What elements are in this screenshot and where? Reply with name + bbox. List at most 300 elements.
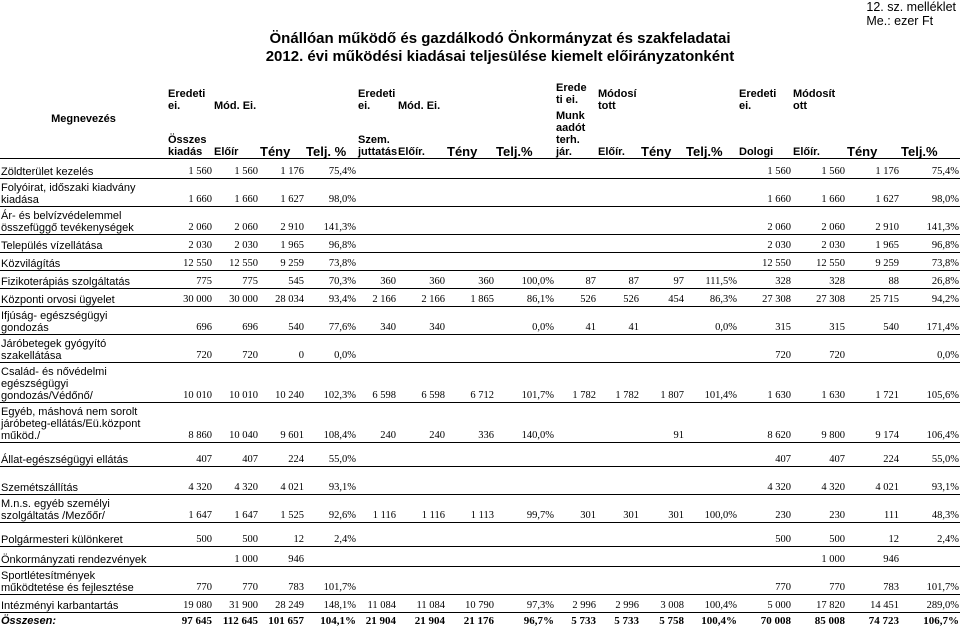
row-name-line: járóbeteg-ellátás/Eü.központ — [1, 417, 141, 430]
table-cell: 328 — [738, 270, 792, 288]
row-name — [0, 566, 167, 594]
table-cell: 360 — [397, 270, 446, 288]
table-row — [0, 594, 960, 612]
table-cell: 101,4% — [685, 362, 738, 402]
table-cell — [597, 402, 640, 442]
table-cell: 94,2% — [900, 288, 960, 306]
table-cell: 27 308 — [792, 288, 846, 306]
table-cell — [446, 178, 495, 206]
table-cell: 55,0% — [305, 442, 357, 466]
row-name-line: Polgármesteri különkeret — [1, 533, 123, 546]
table-header — [0, 80, 960, 158]
table-cell: 2 910 — [846, 206, 900, 234]
table-cell: 12 550 — [167, 252, 213, 270]
table-cell — [495, 234, 555, 252]
table-cell — [446, 252, 495, 270]
table-cell: 0 — [259, 334, 305, 362]
table-cell: 775 — [167, 270, 213, 288]
header-munkaadot: Erede ti ei. Munk aadót terh. jár. — [556, 81, 587, 158]
table-cell: 28 034 — [259, 288, 305, 306]
row-name — [0, 288, 167, 306]
total-cell: 70 008 — [738, 612, 792, 627]
table-cell — [397, 546, 446, 566]
table-cell: 10 010 — [167, 362, 213, 402]
table-cell: 75,4% — [900, 158, 960, 178]
table-cell — [495, 522, 555, 546]
row-name — [0, 178, 167, 206]
table-cell: 70,3% — [305, 270, 357, 288]
table-cell: 696 — [167, 306, 213, 334]
table-cell — [495, 334, 555, 362]
table-cell: 696 — [213, 306, 259, 334]
row-name-line: Ár- és belvízvédelemmel — [1, 209, 122, 222]
table-cell: 770 — [792, 566, 846, 594]
total-label: Összesen: — [0, 612, 167, 627]
table-cell: 2 060 — [167, 206, 213, 234]
table-cell — [597, 466, 640, 494]
table-cell — [357, 234, 397, 252]
table-row — [0, 494, 960, 522]
table-cell: 10 790 — [446, 594, 495, 612]
row-name — [0, 270, 167, 288]
table-cell — [397, 522, 446, 546]
table-cell: 3 008 — [640, 594, 685, 612]
table-cell — [167, 546, 213, 566]
table-row — [0, 252, 960, 270]
table-cell: 2 996 — [597, 594, 640, 612]
table-cell: 360 — [357, 270, 397, 288]
table-cell: 171,4% — [900, 306, 960, 334]
table-cell: 1 560 — [792, 158, 846, 178]
table-cell: 9 601 — [259, 402, 305, 442]
table-cell: 315 — [738, 306, 792, 334]
table-cell — [685, 234, 738, 252]
row-name — [0, 306, 167, 334]
header-szem-juttatas: Eredeti ei. Szem. juttatás — [358, 87, 397, 158]
table-cell: 2 060 — [738, 206, 792, 234]
table-cell: 140,0% — [495, 402, 555, 442]
header-teny4: Tény — [847, 143, 878, 158]
table-cell: 540 — [259, 306, 305, 334]
table-row — [0, 362, 960, 402]
table-cell: 1 116 — [357, 494, 397, 522]
table-row — [0, 442, 960, 466]
header-eloir2: Mód. Ei. Előír. — [398, 99, 441, 158]
table-row — [0, 334, 960, 362]
total-cell: 106,7% — [900, 612, 960, 627]
table-cell: 4 021 — [259, 466, 305, 494]
unit-label: Me.: ezer Ft — [866, 14, 934, 28]
table-cell: 526 — [597, 288, 640, 306]
header-osszes-kiadas: Eredeti ei. Összes kiadás — [168, 87, 207, 158]
total-cell: 104,1% — [305, 612, 357, 627]
table-cell: 5 000 — [738, 594, 792, 612]
table-cell — [685, 522, 738, 546]
table-cell: 230 — [792, 494, 846, 522]
table-cell: 88 — [846, 270, 900, 288]
table-cell: 12 — [846, 522, 900, 546]
table-cell: 105,6% — [900, 362, 960, 402]
table-cell — [555, 442, 597, 466]
table-cell: 99,7% — [495, 494, 555, 522]
row-name-line: gondozás — [1, 321, 49, 334]
row-name — [0, 442, 167, 466]
table-cell: 1 560 — [738, 158, 792, 178]
table-cell — [495, 252, 555, 270]
expense-table — [0, 80, 960, 627]
total-cell: 101 657 — [259, 612, 305, 627]
row-name — [0, 234, 167, 252]
table-cell: 0,0% — [685, 306, 738, 334]
total-cell: 112 645 — [213, 612, 259, 627]
table-cell — [397, 466, 446, 494]
table-cell: 1 782 — [555, 362, 597, 402]
table-body — [0, 158, 960, 627]
table-cell: 96,8% — [305, 234, 357, 252]
table-cell: 25 715 — [846, 288, 900, 306]
row-name-line: Család- és nővédelmi — [1, 365, 107, 378]
header-eloir4: Módosít ott Előír. — [793, 87, 836, 158]
table-cell: 1 627 — [259, 178, 305, 206]
table-cell — [555, 334, 597, 362]
row-name-line: kiadása — [1, 193, 39, 206]
table-cell: 1 647 — [213, 494, 259, 522]
table-cell — [555, 522, 597, 546]
header-telj3: Telj.% — [686, 143, 723, 158]
table-cell: 1 647 — [167, 494, 213, 522]
row-name-line: gondozás/Védőnő/ — [1, 389, 93, 402]
table-cell: 12 550 — [213, 252, 259, 270]
row-name — [0, 522, 167, 546]
table-cell: 783 — [846, 566, 900, 594]
table-cell — [685, 252, 738, 270]
table-cell: 1 721 — [846, 362, 900, 402]
row-name — [0, 546, 167, 566]
row-name-line: Ifjúság- egészségügyi — [1, 309, 108, 322]
table-row — [0, 402, 960, 442]
table-cell: 31 900 — [213, 594, 259, 612]
table-cell: 2 060 — [792, 206, 846, 234]
table-cell: 1 660 — [738, 178, 792, 206]
header-eloir: Mód. Ei. Előír — [214, 99, 257, 158]
header-telj2: Telj.% — [496, 143, 533, 158]
table-cell: 41 — [597, 306, 640, 334]
table-cell: 720 — [167, 334, 213, 362]
table-cell: 289,0% — [900, 594, 960, 612]
table-cell — [357, 522, 397, 546]
row-name-line: működ./ — [1, 429, 41, 442]
row-name — [0, 252, 167, 270]
table-cell: 240 — [357, 402, 397, 442]
row-name-line: Önkormányzati rendezvények — [1, 553, 147, 566]
table-cell: 100,0% — [685, 494, 738, 522]
table-cell: 97,3% — [495, 594, 555, 612]
table-cell: 12 550 — [792, 252, 846, 270]
table-cell: 9 259 — [259, 252, 305, 270]
table-cell: 2 030 — [213, 234, 259, 252]
table-cell — [900, 546, 960, 566]
table-cell — [357, 566, 397, 594]
table-cell — [597, 522, 640, 546]
corner-note — [866, 0, 956, 28]
table-cell: 720 — [213, 334, 259, 362]
table-cell: 224 — [259, 442, 305, 466]
table-cell — [597, 334, 640, 362]
table-cell: 500 — [167, 522, 213, 546]
table-cell — [597, 158, 640, 178]
table-cell: 2,4% — [900, 522, 960, 546]
table-cell — [446, 234, 495, 252]
table-cell: 12 — [259, 522, 305, 546]
attachment-number: 12. sz. melléklet — [866, 0, 956, 14]
table-cell: 1 000 — [792, 546, 846, 566]
table-cell: 500 — [738, 522, 792, 546]
total-cell: 5 733 — [555, 612, 597, 627]
table-cell — [597, 546, 640, 566]
table-cell — [640, 306, 685, 334]
table-cell — [397, 252, 446, 270]
table-cell: 2 060 — [213, 206, 259, 234]
table-cell: 6 712 — [446, 362, 495, 402]
table-cell: 407 — [792, 442, 846, 466]
table-cell: 30 000 — [167, 288, 213, 306]
table-cell: 11 084 — [397, 594, 446, 612]
table-cell — [685, 178, 738, 206]
table-cell — [597, 442, 640, 466]
table-cell: 1 113 — [446, 494, 495, 522]
total-cell: 21 904 — [357, 612, 397, 627]
table-cell: 19 080 — [167, 594, 213, 612]
table-cell: 106,4% — [900, 402, 960, 442]
table-cell: 93,4% — [305, 288, 357, 306]
table-cell: 946 — [846, 546, 900, 566]
table-cell — [555, 546, 597, 566]
row-name-line: Járóbetegek gyógyító — [1, 337, 107, 350]
row-name-line: Település vízellátása — [1, 239, 103, 252]
table-cell: 30 000 — [213, 288, 259, 306]
table-cell: 12 550 — [738, 252, 792, 270]
row-name-line: Központi orvosi ügyelet — [1, 293, 115, 306]
table-cell: 41 — [555, 306, 597, 334]
table-cell: 1 560 — [213, 158, 259, 178]
table-cell: 4 320 — [738, 466, 792, 494]
table-cell: 526 — [555, 288, 597, 306]
header-teny2: Tény — [447, 143, 478, 158]
table-cell: 0,0% — [495, 306, 555, 334]
header-telj: Telj. % — [306, 143, 347, 158]
table-cell: 946 — [259, 546, 305, 566]
table-cell: 775 — [213, 270, 259, 288]
table-cell: 86,3% — [685, 288, 738, 306]
table-cell: 108,4% — [305, 402, 357, 442]
table-cell: 1 660 — [213, 178, 259, 206]
table-cell — [446, 466, 495, 494]
table-cell — [357, 206, 397, 234]
table-cell: 75,4% — [305, 158, 357, 178]
table-cell — [446, 566, 495, 594]
table-cell: 10 010 — [213, 362, 259, 402]
table-cell — [685, 546, 738, 566]
table-cell: 55,0% — [900, 442, 960, 466]
table-cell: 98,0% — [305, 178, 357, 206]
table-cell: 101,7% — [900, 566, 960, 594]
header-teny3: Tény — [641, 143, 672, 158]
table-cell: 230 — [738, 494, 792, 522]
table-cell — [495, 442, 555, 466]
table-cell: 0,0% — [900, 334, 960, 362]
row-name-line: szakellátása — [1, 349, 62, 362]
row-name — [0, 362, 167, 402]
table-cell: 2 030 — [738, 234, 792, 252]
table-cell: 8 860 — [167, 402, 213, 442]
table-cell — [640, 234, 685, 252]
table-cell: 224 — [846, 442, 900, 466]
table-cell — [685, 206, 738, 234]
table-cell: 360 — [446, 270, 495, 288]
table-cell: 770 — [167, 566, 213, 594]
table-cell: 340 — [397, 306, 446, 334]
table-cell: 0,0% — [305, 334, 357, 362]
table-cell — [640, 334, 685, 362]
table-cell: 9 259 — [846, 252, 900, 270]
table-cell: 1 660 — [792, 178, 846, 206]
table-row — [0, 288, 960, 306]
table-cell: 4 320 — [213, 466, 259, 494]
row-name-line: M.n.s. egyéb személyi — [1, 497, 110, 510]
table-cell: 101,7% — [305, 566, 357, 594]
table-cell — [357, 158, 397, 178]
table-cell — [640, 178, 685, 206]
table-cell — [640, 566, 685, 594]
row-name-line: Folyóirat, időszaki kiadvány — [1, 181, 136, 194]
table-cell: 98,0% — [900, 178, 960, 206]
table-cell: 100,0% — [495, 270, 555, 288]
table-cell: 1 965 — [259, 234, 305, 252]
table-cell — [597, 566, 640, 594]
title-line-2: 2012. évi működési kiadásai teljesülése kiemelt előirányzatonként — [265, 48, 735, 65]
header-eloir3: Módosí tott Előír. — [598, 87, 637, 158]
table-cell — [397, 178, 446, 206]
table-cell: 2 910 — [259, 206, 305, 234]
table-cell: 6 598 — [397, 362, 446, 402]
table-row — [0, 158, 960, 178]
page-title — [150, 30, 850, 66]
total-cell: 85 008 — [792, 612, 846, 627]
table-cell — [446, 442, 495, 466]
table-cell — [640, 546, 685, 566]
table-row — [0, 566, 960, 594]
table-cell: 4 320 — [792, 466, 846, 494]
table-cell — [555, 402, 597, 442]
table-cell — [357, 442, 397, 466]
table-cell: 301 — [640, 494, 685, 522]
table-cell: 9 800 — [792, 402, 846, 442]
table-cell: 500 — [792, 522, 846, 546]
table-cell: 2 166 — [357, 288, 397, 306]
table-cell — [305, 546, 357, 566]
row-name — [0, 206, 167, 234]
table-cell: 1 782 — [597, 362, 640, 402]
total-cell: 97 645 — [167, 612, 213, 627]
table-cell: 73,8% — [305, 252, 357, 270]
row-name-line: működtetése és fejlesztése — [1, 581, 134, 594]
table-cell — [640, 466, 685, 494]
table-cell — [357, 252, 397, 270]
table-cell: 1 865 — [446, 288, 495, 306]
table-cell: 6 598 — [357, 362, 397, 402]
table-cell: 315 — [792, 306, 846, 334]
row-name-line: egészségügyi — [1, 377, 69, 390]
table-cell: 1 525 — [259, 494, 305, 522]
table-row — [0, 522, 960, 546]
table-cell: 240 — [397, 402, 446, 442]
table-cell: 407 — [167, 442, 213, 466]
table-cell — [495, 566, 555, 594]
table-cell — [397, 334, 446, 362]
table-cell — [495, 206, 555, 234]
table-cell: 100,4% — [685, 594, 738, 612]
table-cell: 93,1% — [305, 466, 357, 494]
row-name-line: Közvilágítás — [1, 257, 61, 270]
table-cell — [446, 546, 495, 566]
table-cell: 301 — [555, 494, 597, 522]
table-cell: 141,3% — [900, 206, 960, 234]
table-cell: 91 — [640, 402, 685, 442]
table-cell: 93,1% — [900, 466, 960, 494]
table-cell: 11 084 — [357, 594, 397, 612]
row-name — [0, 402, 167, 442]
table-cell: 9 174 — [846, 402, 900, 442]
table-cell — [597, 234, 640, 252]
table-cell: 301 — [597, 494, 640, 522]
row-name-line: szolgáltatás /Mezőőr/ — [1, 509, 105, 522]
table-cell: 87 — [597, 270, 640, 288]
table-cell: 720 — [738, 334, 792, 362]
table-cell: 2 030 — [792, 234, 846, 252]
table-row — [0, 206, 960, 234]
table-cell — [555, 206, 597, 234]
table-cell: 1 965 — [846, 234, 900, 252]
table-cell — [446, 522, 495, 546]
total-cell: 5 733 — [597, 612, 640, 627]
table-cell — [555, 234, 597, 252]
table-cell: 96,8% — [900, 234, 960, 252]
table-cell: 1 176 — [846, 158, 900, 178]
table-cell — [597, 178, 640, 206]
table-cell: 1 807 — [640, 362, 685, 402]
header-dologi: Eredeti ei. Dologi — [739, 87, 777, 158]
table-cell — [597, 252, 640, 270]
table-cell: 2 030 — [167, 234, 213, 252]
table-cell — [685, 402, 738, 442]
table-cell: 4 320 — [167, 466, 213, 494]
table-cell — [446, 158, 495, 178]
table-cell: 87 — [555, 270, 597, 288]
total-row — [0, 612, 960, 627]
table-cell — [640, 206, 685, 234]
total-cell: 100,4% — [685, 612, 738, 627]
total-cell: 96,7% — [495, 612, 555, 627]
table-cell: 111,5% — [685, 270, 738, 288]
table-cell: 48,3% — [900, 494, 960, 522]
table-cell: 1 627 — [846, 178, 900, 206]
table-cell — [685, 334, 738, 362]
header-telj4: Telj.% — [901, 143, 938, 158]
table-cell — [357, 466, 397, 494]
table-cell — [446, 334, 495, 362]
table-cell — [397, 206, 446, 234]
total-cell: 74 723 — [846, 612, 900, 627]
